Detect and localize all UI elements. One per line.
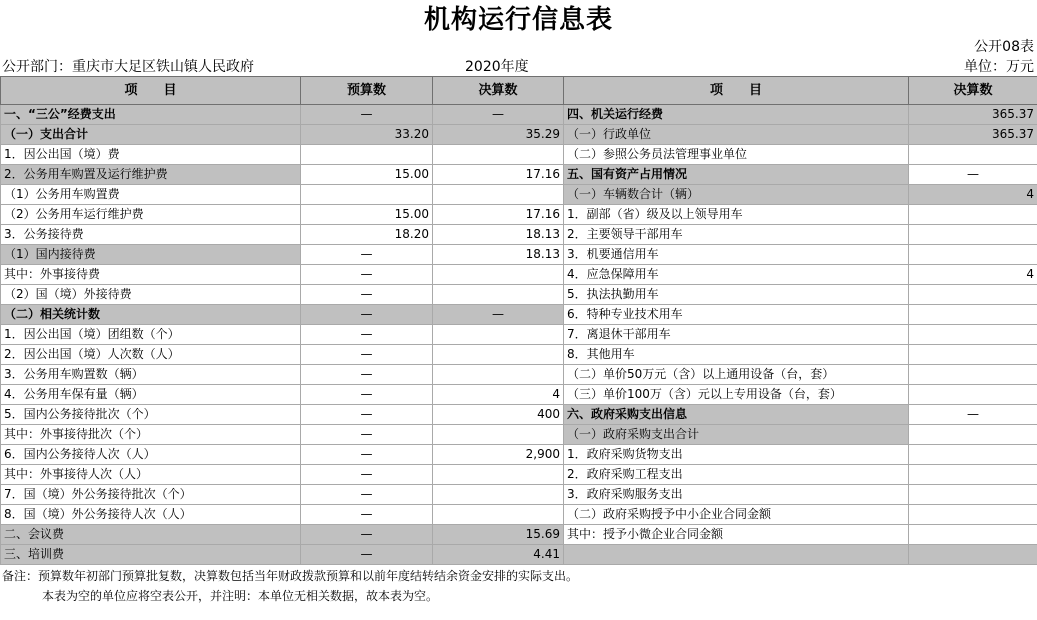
item-left: 其中：外事接待费 [1, 265, 301, 285]
notes [2, 566, 578, 606]
final-value-left [433, 465, 564, 485]
budget-value: — [301, 385, 433, 405]
final-value-right [909, 365, 1037, 385]
final-value-right [909, 385, 1037, 405]
table-row [1, 205, 1037, 225]
item-right: 4．应急保障用车 [564, 265, 909, 285]
final-value-left: — [433, 105, 564, 125]
final-value-right: 365.37 [909, 125, 1037, 145]
budget-value: — [301, 505, 433, 525]
item-right [564, 545, 909, 565]
budget-value: 18.20 [301, 225, 433, 245]
table-row [1, 225, 1037, 245]
table-row [1, 285, 1037, 305]
final-value-right [909, 505, 1037, 525]
header-final-left: 决算数 [433, 77, 564, 105]
final-value-right [909, 145, 1037, 165]
budget-value: — [301, 285, 433, 305]
table-row [1, 265, 1037, 285]
year-label: 2020年度 [465, 59, 529, 75]
item-left: 其中：外事接待人次（人） [1, 465, 301, 485]
budget-value: — [301, 425, 433, 445]
item-left: （1）国内接待费 [1, 245, 301, 265]
final-value-left [433, 185, 564, 205]
final-value-left: 400 [433, 405, 564, 425]
item-right: 6．特种专业技术用车 [564, 305, 909, 325]
item-left: （二）相关统计数 [1, 305, 301, 325]
item-left: 4．公务用车保有量（辆） [1, 385, 301, 405]
final-value-right [909, 425, 1037, 445]
item-right: 六、政府采购支出信息 [564, 405, 909, 425]
header-final-right: 决算数 [909, 77, 1037, 105]
final-value-right: 365.37 [909, 105, 1037, 125]
item-left: 3．公务用车购置数（辆） [1, 365, 301, 385]
item-right: （三）单价100万（含）元以上专用设备（台，套） [564, 385, 909, 405]
table-row [1, 405, 1037, 425]
budget-value: — [301, 265, 433, 285]
final-value-right [909, 345, 1037, 365]
table-row [1, 125, 1037, 145]
final-value-right [909, 245, 1037, 265]
final-value-left: 35.29 [433, 125, 564, 145]
table-row [1, 465, 1037, 485]
final-value-left [433, 265, 564, 285]
final-value-left: 17.16 [433, 165, 564, 185]
table-row [1, 105, 1037, 125]
table-row [1, 485, 1037, 505]
final-value-right: 4 [909, 185, 1037, 205]
budget-value: — [301, 525, 433, 545]
budget-value: 33.20 [301, 125, 433, 145]
final-value-left: 17.16 [433, 205, 564, 225]
item-right: 四、机关运行经费 [564, 105, 909, 125]
item-right: 7．离退休干部用车 [564, 325, 909, 345]
budget-value: — [301, 305, 433, 325]
item-left: 1．因公出国（境）费 [1, 145, 301, 165]
item-right: 3．机要通信用车 [564, 245, 909, 265]
note-line-1: 备注：预算数年初部门预算批复数，决算数包括当年财政拨款预算和以前年度结转结余资金安排的实际支出。 [2, 569, 579, 583]
item-left: （1）公务用车购置费 [1, 185, 301, 205]
budget-value: — [301, 245, 433, 265]
final-value-left [433, 425, 564, 445]
item-right: （一）行政单位 [564, 125, 909, 145]
item-right: （二）政府采购授予中小企业合同金额 [564, 505, 909, 525]
budget-value: — [301, 465, 433, 485]
item-right: 五、国有资产占用情况 [564, 165, 909, 185]
page-title: 机构运行信息表 [423, 5, 613, 35]
header-item-right: 项 目 [564, 77, 909, 105]
header-budget: 预算数 [301, 77, 433, 105]
table-row [1, 245, 1037, 265]
budget-value: — [301, 345, 433, 365]
item-left: 6．国内公务接待人次（人） [1, 445, 301, 465]
final-value-right: — [909, 165, 1037, 185]
final-value-left: — [433, 305, 564, 325]
item-left: （一）支出合计 [1, 125, 301, 145]
item-right: 8．其他用车 [564, 345, 909, 365]
final-value-left [433, 285, 564, 305]
final-value-left [433, 485, 564, 505]
table-row [1, 445, 1037, 465]
final-value-right [909, 465, 1037, 485]
budget-value: — [301, 105, 433, 125]
final-value-right [909, 205, 1037, 225]
final-value-left: 4 [433, 385, 564, 405]
item-left: （2）国（境）外接待费 [1, 285, 301, 305]
table-row [1, 365, 1037, 385]
table-row [1, 325, 1037, 345]
item-left: 8．国（境）外公务接待人次（人） [1, 505, 301, 525]
unit-label: 单位：万元 [964, 59, 1034, 75]
final-value-left: 18.13 [433, 225, 564, 245]
table-row [1, 385, 1037, 405]
item-right: 1．副部（省）级及以上领导用车 [564, 205, 909, 225]
item-right: 3．政府采购服务支出 [564, 485, 909, 505]
item-left: 1．因公出国（境）团组数（个） [1, 325, 301, 345]
item-right: 1．政府采购货物支出 [564, 445, 909, 465]
table-row [1, 345, 1037, 365]
final-value-left: 4.41 [433, 545, 564, 565]
table-row [1, 305, 1037, 325]
final-value-right [909, 445, 1037, 465]
item-left: （2）公务用车运行维护费 [1, 205, 301, 225]
budget-value: — [301, 545, 433, 565]
budget-value: 15.00 [301, 205, 433, 225]
item-right: 5．执法执勤用车 [564, 285, 909, 305]
item-left: 一、“三公”经费支出 [1, 105, 301, 125]
final-value-left: 2,900 [433, 445, 564, 465]
final-value-right [909, 285, 1037, 305]
item-right: （二）参照公务员法管理事业单位 [564, 145, 909, 165]
final-value-left [433, 365, 564, 385]
item-left: 5．国内公务接待批次（个） [1, 405, 301, 425]
table-row [1, 545, 1037, 565]
final-value-right [909, 225, 1037, 245]
item-right: 2．政府采购工程支出 [564, 465, 909, 485]
budget-value: — [301, 365, 433, 385]
final-value-left [433, 145, 564, 165]
budget-value: — [301, 325, 433, 345]
item-left: 其中：外事接待批次（个） [1, 425, 301, 445]
table-row [1, 505, 1037, 525]
final-value-left [433, 345, 564, 365]
final-value-left [433, 505, 564, 525]
table-row [1, 525, 1037, 545]
final-value-right: — [909, 405, 1037, 425]
table-row [1, 145, 1037, 165]
info-table [0, 76, 1037, 565]
budget-value [301, 145, 433, 165]
item-left: 二、会议费 [1, 525, 301, 545]
final-value-left: 18.13 [433, 245, 564, 265]
item-right: （一）车辆数合计（辆） [564, 185, 909, 205]
item-left: 2．公务用车购置及运行维护费 [1, 165, 301, 185]
header-item-left: 项 目 [1, 77, 301, 105]
item-left: 7．国（境）外公务接待批次（个） [1, 485, 301, 505]
item-left: 3．公务接待费 [1, 225, 301, 245]
form-number: 公开08表 [974, 39, 1034, 55]
final-value-right [909, 545, 1037, 565]
item-right: 2．主要领导干部用车 [564, 225, 909, 245]
final-value-right [909, 325, 1037, 345]
final-value-right: 4 [909, 265, 1037, 285]
final-value-right [909, 305, 1037, 325]
budget-value: 15.00 [301, 165, 433, 185]
final-value-right [909, 525, 1037, 545]
item-right: （一）政府采购支出合计 [564, 425, 909, 445]
item-left: 三、培训费 [1, 545, 301, 565]
final-value-left: 15.69 [433, 525, 564, 545]
item-right: （二）单价50万元（含）以上通用设备（台，套） [564, 365, 909, 385]
budget-value [301, 185, 433, 205]
department-label: 公开部门：重庆市大足区铁山镇人民政府 [2, 59, 254, 75]
note-line-2: 本表为空的单位应将空表公开，并注明：本单位无相关数据，故本表为空。 [42, 589, 439, 603]
budget-value: — [301, 445, 433, 465]
table-row [1, 185, 1037, 205]
item-right: 其中：授予小微企业合同金额 [564, 525, 909, 545]
table-row [1, 425, 1037, 445]
budget-value: — [301, 405, 433, 425]
item-left: 2．因公出国（境）人次数（人） [1, 345, 301, 365]
final-value-left [433, 325, 564, 345]
final-value-right [909, 485, 1037, 505]
budget-value: — [301, 485, 433, 505]
table-header-row [1, 77, 1037, 105]
table-row [1, 165, 1037, 185]
